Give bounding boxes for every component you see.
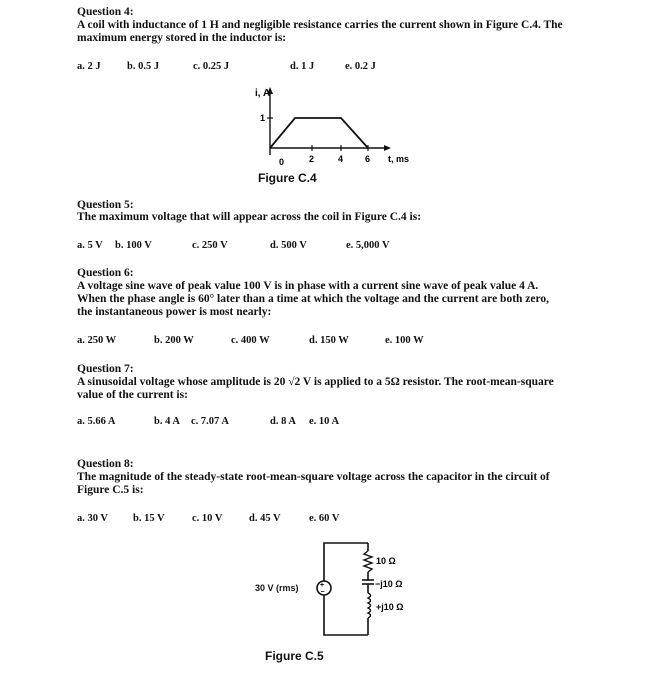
figure-c5-capacitor-label: −j10 Ω xyxy=(375,579,403,589)
q5-text-line-1: The maximum voltage that will appear across the coil in Figure C.4 is: xyxy=(77,211,422,223)
figure-c4-current-waveform xyxy=(270,118,368,148)
q5-heading: Question 5: xyxy=(77,199,134,211)
figure-c4-x-tick-label-4: 4 xyxy=(338,154,344,164)
q7-option-d: d. 8 A xyxy=(270,416,296,427)
q8-option-c: c. 10 V xyxy=(192,513,223,524)
figure-c4-caption: Figure C.4 xyxy=(258,171,317,185)
q4-text-line-1: A coil with inductance of 1 H and negligible resistance carries the current shown in Figure C.4. The xyxy=(77,19,563,31)
q8-option-d: d. 45 V xyxy=(249,513,281,524)
figure-c5-inductor xyxy=(368,593,371,618)
q7-option-e: e. 10 A xyxy=(309,416,340,427)
figure-c4-x-tick-label-0: 0 xyxy=(279,157,285,167)
q5-option-b: b. 100 V xyxy=(115,240,152,251)
q8-option-b: b. 15 V xyxy=(133,513,165,524)
figure-c5-source-minus: − xyxy=(320,589,325,596)
q8-text-line-2: Figure C.5 is: xyxy=(77,484,144,496)
q6-option-d: d. 150 W xyxy=(309,335,349,346)
q5-option-a: a. 5 V xyxy=(77,240,103,251)
q8-text-line-1: The magnitude of the steady-state root-mean-square voltage across the capacitor in the circuit of xyxy=(77,471,550,483)
q4-option-a: a. 2 J xyxy=(77,61,101,72)
figure-c4-y-tick-label: 1 xyxy=(260,113,266,123)
q6-option-e: e. 100 W xyxy=(385,335,424,346)
q6-text-line-2: When the phase angle is 60° later than a time at which the voltage and the current are both zero, xyxy=(77,293,550,305)
q5-option-c: c. 250 V xyxy=(192,240,228,251)
q6-option-c: c. 400 W xyxy=(231,335,270,346)
figure-c4-graph xyxy=(245,85,425,170)
figure-c5-resistor xyxy=(364,551,372,572)
figure-c4-x-arrow xyxy=(384,145,391,151)
q4-option-d: d. 1 J xyxy=(290,61,315,72)
q4-text-line-2: maximum energy stored in the inductor is: xyxy=(77,32,287,44)
q7-option-c: c. 7.07 A xyxy=(191,416,229,427)
q7-text-line-2: value of the current is: xyxy=(77,389,188,401)
q7-text-line-1: A sinusoidal voltage whose amplitude is 20 √2 V is applied to a 5Ω resistor. The root-mean-square xyxy=(77,376,554,388)
figure-c5-circuit xyxy=(300,538,425,640)
q6-option-a: a. 250 W xyxy=(77,335,117,346)
q6-option-b: b. 200 W xyxy=(154,335,194,346)
figure-c5-source-plus: + xyxy=(320,582,325,589)
q5-option-d: d. 500 V xyxy=(270,240,307,251)
figure-c5-source-label: 30 V (rms) xyxy=(255,583,299,593)
q8-heading: Question 8: xyxy=(77,458,134,470)
figure-c5-inductor-label: +j10 Ω xyxy=(376,602,404,612)
figure-c4-x-label: t, ms xyxy=(388,154,410,164)
figure-c4-x-tick-label-2: 2 xyxy=(309,154,315,164)
q4-heading: Question 4: xyxy=(77,6,134,18)
q5-option-e: e. 5,000 V xyxy=(346,240,390,251)
figure-c5-caption: Figure C.5 xyxy=(265,649,324,663)
figure-c5-resistor-label: 10 Ω xyxy=(376,556,396,566)
q6-heading: Question 6: xyxy=(77,267,134,279)
q4-option-c: c. 0.25 J xyxy=(193,61,230,72)
q6-text-line-3: the instantaneous power is most nearly: xyxy=(77,306,272,318)
q8-option-a: a. 30 V xyxy=(77,513,109,524)
figure-c5-wire-top-left xyxy=(324,543,368,581)
q7-option-a: a. 5.66 A xyxy=(77,416,116,427)
figure-c5-wire-bottom-left xyxy=(324,595,368,635)
q4-option-b: b. 0.5 J xyxy=(127,61,160,72)
q6-text-line-1: A voltage sine wave of peak value 100 V is in phase with a current sine wave of peak value 4 A. xyxy=(77,280,539,292)
figure-c4-y-label: i, A xyxy=(255,88,271,99)
figure-c4-x-tick-label-6: 6 xyxy=(365,154,371,164)
q7-option-b: b. 4 A xyxy=(154,416,180,427)
q4-option-e: e. 0.2 J xyxy=(345,61,376,72)
q7-heading: Question 7: xyxy=(77,363,134,375)
q8-option-e: e. 60 V xyxy=(309,513,340,524)
